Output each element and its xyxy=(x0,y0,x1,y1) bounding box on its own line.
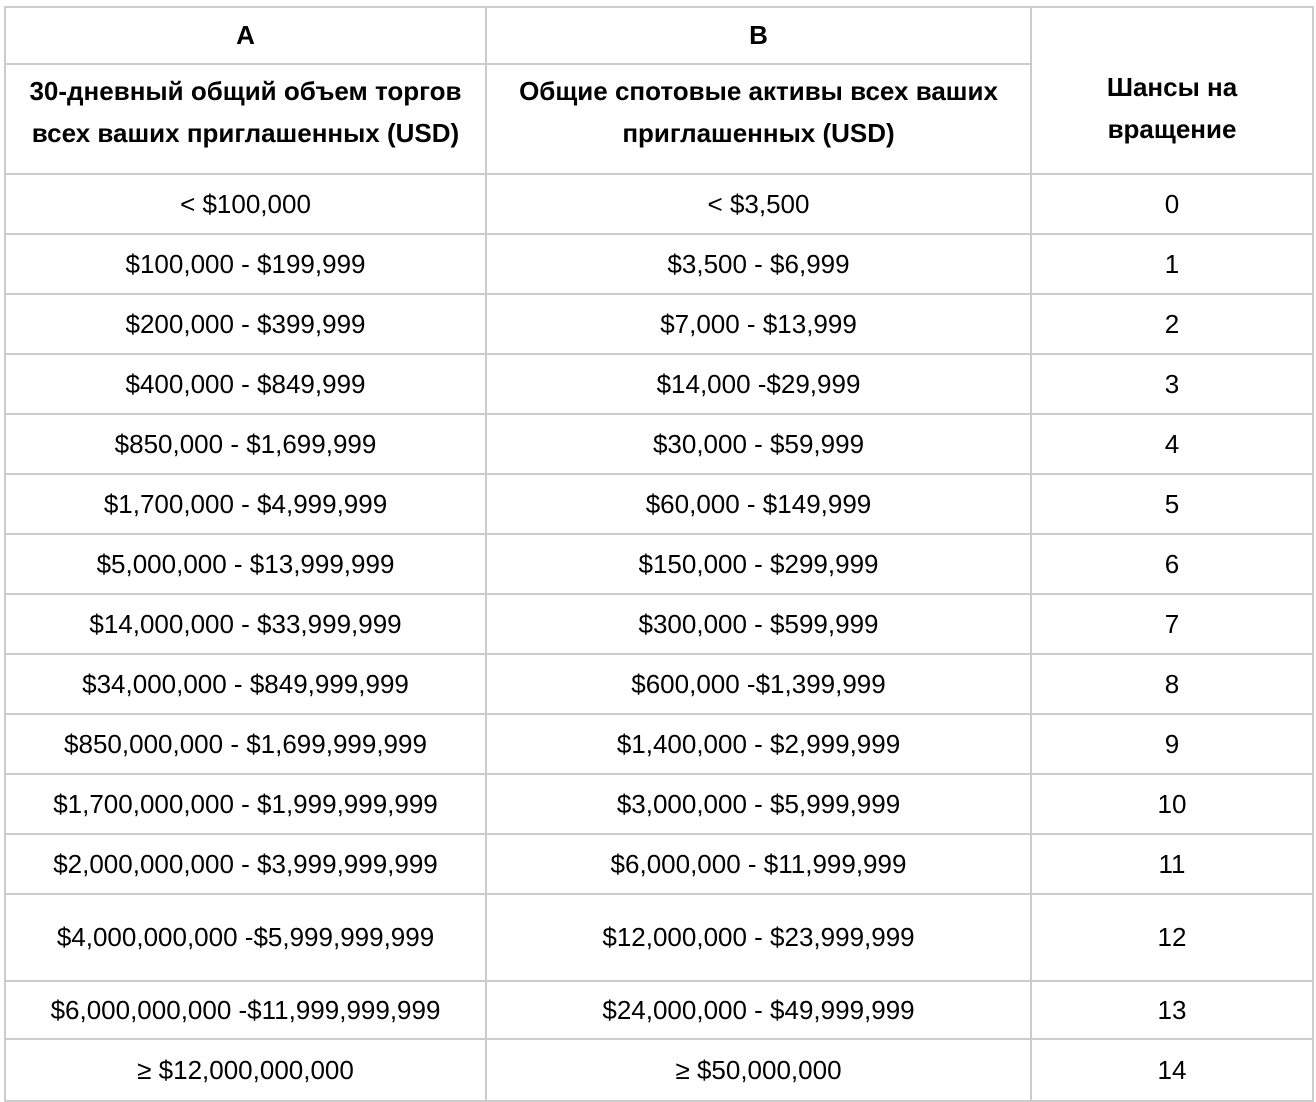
table-row xyxy=(5,534,1313,594)
table-row xyxy=(5,474,1313,534)
table-row xyxy=(5,834,1313,894)
column-header-spins-label: Шансы на вращение xyxy=(1106,71,1238,144)
table-row xyxy=(5,981,1313,1039)
cell-spins: 9 xyxy=(1031,714,1313,774)
cell-volume: $2,000,000,000 - $3,999,999,999 xyxy=(5,834,486,894)
cell-assets: $7,000 - $13,999 xyxy=(486,294,1031,354)
cell-spins: 13 xyxy=(1031,981,1313,1039)
column-header-spins xyxy=(1031,7,1313,174)
column-header-volume-label: 30-дневный общий объем торгов всех ваших приглашенных (USD) xyxy=(29,76,462,148)
cell-volume: $850,000 - $1,699,999 xyxy=(5,414,486,474)
cell-spins: 12 xyxy=(1031,894,1313,981)
cell-spins: 14 xyxy=(1031,1039,1313,1101)
cell-spins: 1 xyxy=(1031,234,1313,294)
group-header-row xyxy=(5,7,1313,64)
cell-assets: $14,000 -$29,999 xyxy=(486,354,1031,414)
cell-assets: ≥ $50,000,000 xyxy=(486,1039,1031,1101)
cell-volume: $4,000,000,000 -$5,999,999,999 xyxy=(5,894,486,981)
cell-volume: $6,000,000,000 -$11,999,999,999 xyxy=(5,981,486,1039)
cell-assets: $24,000,000 - $49,999,999 xyxy=(486,981,1031,1039)
column-header-volume xyxy=(5,64,486,174)
cell-spins: 6 xyxy=(1031,534,1313,594)
group-header-a-label: A xyxy=(236,20,255,50)
cell-spins: 2 xyxy=(1031,294,1313,354)
table-body xyxy=(5,174,1313,1101)
column-header-assets-label: Общие спотовые активы всех ваших приглашенных (USD) xyxy=(519,76,998,148)
cell-volume: < $100,000 xyxy=(5,174,486,234)
column-header-assets xyxy=(486,64,1031,174)
cell-spins: 11 xyxy=(1031,834,1313,894)
table-row xyxy=(5,1039,1313,1101)
table-row xyxy=(5,714,1313,774)
group-header-b-label: B xyxy=(749,20,768,50)
cell-assets: $600,000 -$1,399,999 xyxy=(486,654,1031,714)
table-row xyxy=(5,234,1313,294)
table-row xyxy=(5,294,1313,354)
cell-assets: $12,000,000 - $23,999,999 xyxy=(486,894,1031,981)
cell-assets: $150,000 - $299,999 xyxy=(486,534,1031,594)
cell-assets: < $3,500 xyxy=(486,174,1031,234)
cell-assets: $3,000,000 - $5,999,999 xyxy=(486,774,1031,834)
table-row xyxy=(5,414,1313,474)
cell-spins: 8 xyxy=(1031,654,1313,714)
group-header-b xyxy=(486,7,1031,64)
cell-spins: 5 xyxy=(1031,474,1313,534)
cell-volume: $850,000,000 - $1,699,999,999 xyxy=(5,714,486,774)
cell-assets: $3,500 - $6,999 xyxy=(486,234,1031,294)
cell-spins: 7 xyxy=(1031,594,1313,654)
cell-volume: ≥ $12,000,000,000 xyxy=(5,1039,486,1101)
table-header xyxy=(5,7,1313,174)
cell-spins: 4 xyxy=(1031,414,1313,474)
table-row xyxy=(5,174,1313,234)
cell-assets: $1,400,000 - $2,999,999 xyxy=(486,714,1031,774)
table-row xyxy=(5,354,1313,414)
table-row xyxy=(5,894,1313,981)
cell-spins: 10 xyxy=(1031,774,1313,834)
cell-assets: $300,000 - $599,999 xyxy=(486,594,1031,654)
cell-volume: $200,000 - $399,999 xyxy=(5,294,486,354)
cell-volume: $14,000,000 - $33,999,999 xyxy=(5,594,486,654)
group-header-a xyxy=(5,7,486,64)
cell-spins: 3 xyxy=(1031,354,1313,414)
table-row xyxy=(5,774,1313,834)
referral-spins-table xyxy=(4,6,1314,1102)
cell-volume: $1,700,000 - $4,999,999 xyxy=(5,474,486,534)
cell-spins: 0 xyxy=(1031,174,1313,234)
cell-volume: $5,000,000 - $13,999,999 xyxy=(5,534,486,594)
cell-assets: $30,000 - $59,999 xyxy=(486,414,1031,474)
cell-assets: $6,000,000 - $11,999,999 xyxy=(486,834,1031,894)
table-row xyxy=(5,654,1313,714)
table-row xyxy=(5,594,1313,654)
cell-volume: $1,700,000,000 - $1,999,999,999 xyxy=(5,774,486,834)
cell-assets: $60,000 - $149,999 xyxy=(486,474,1031,534)
cell-volume: $100,000 - $199,999 xyxy=(5,234,486,294)
cell-volume: $400,000 - $849,999 xyxy=(5,354,486,414)
cell-volume: $34,000,000 - $849,999,999 xyxy=(5,654,486,714)
